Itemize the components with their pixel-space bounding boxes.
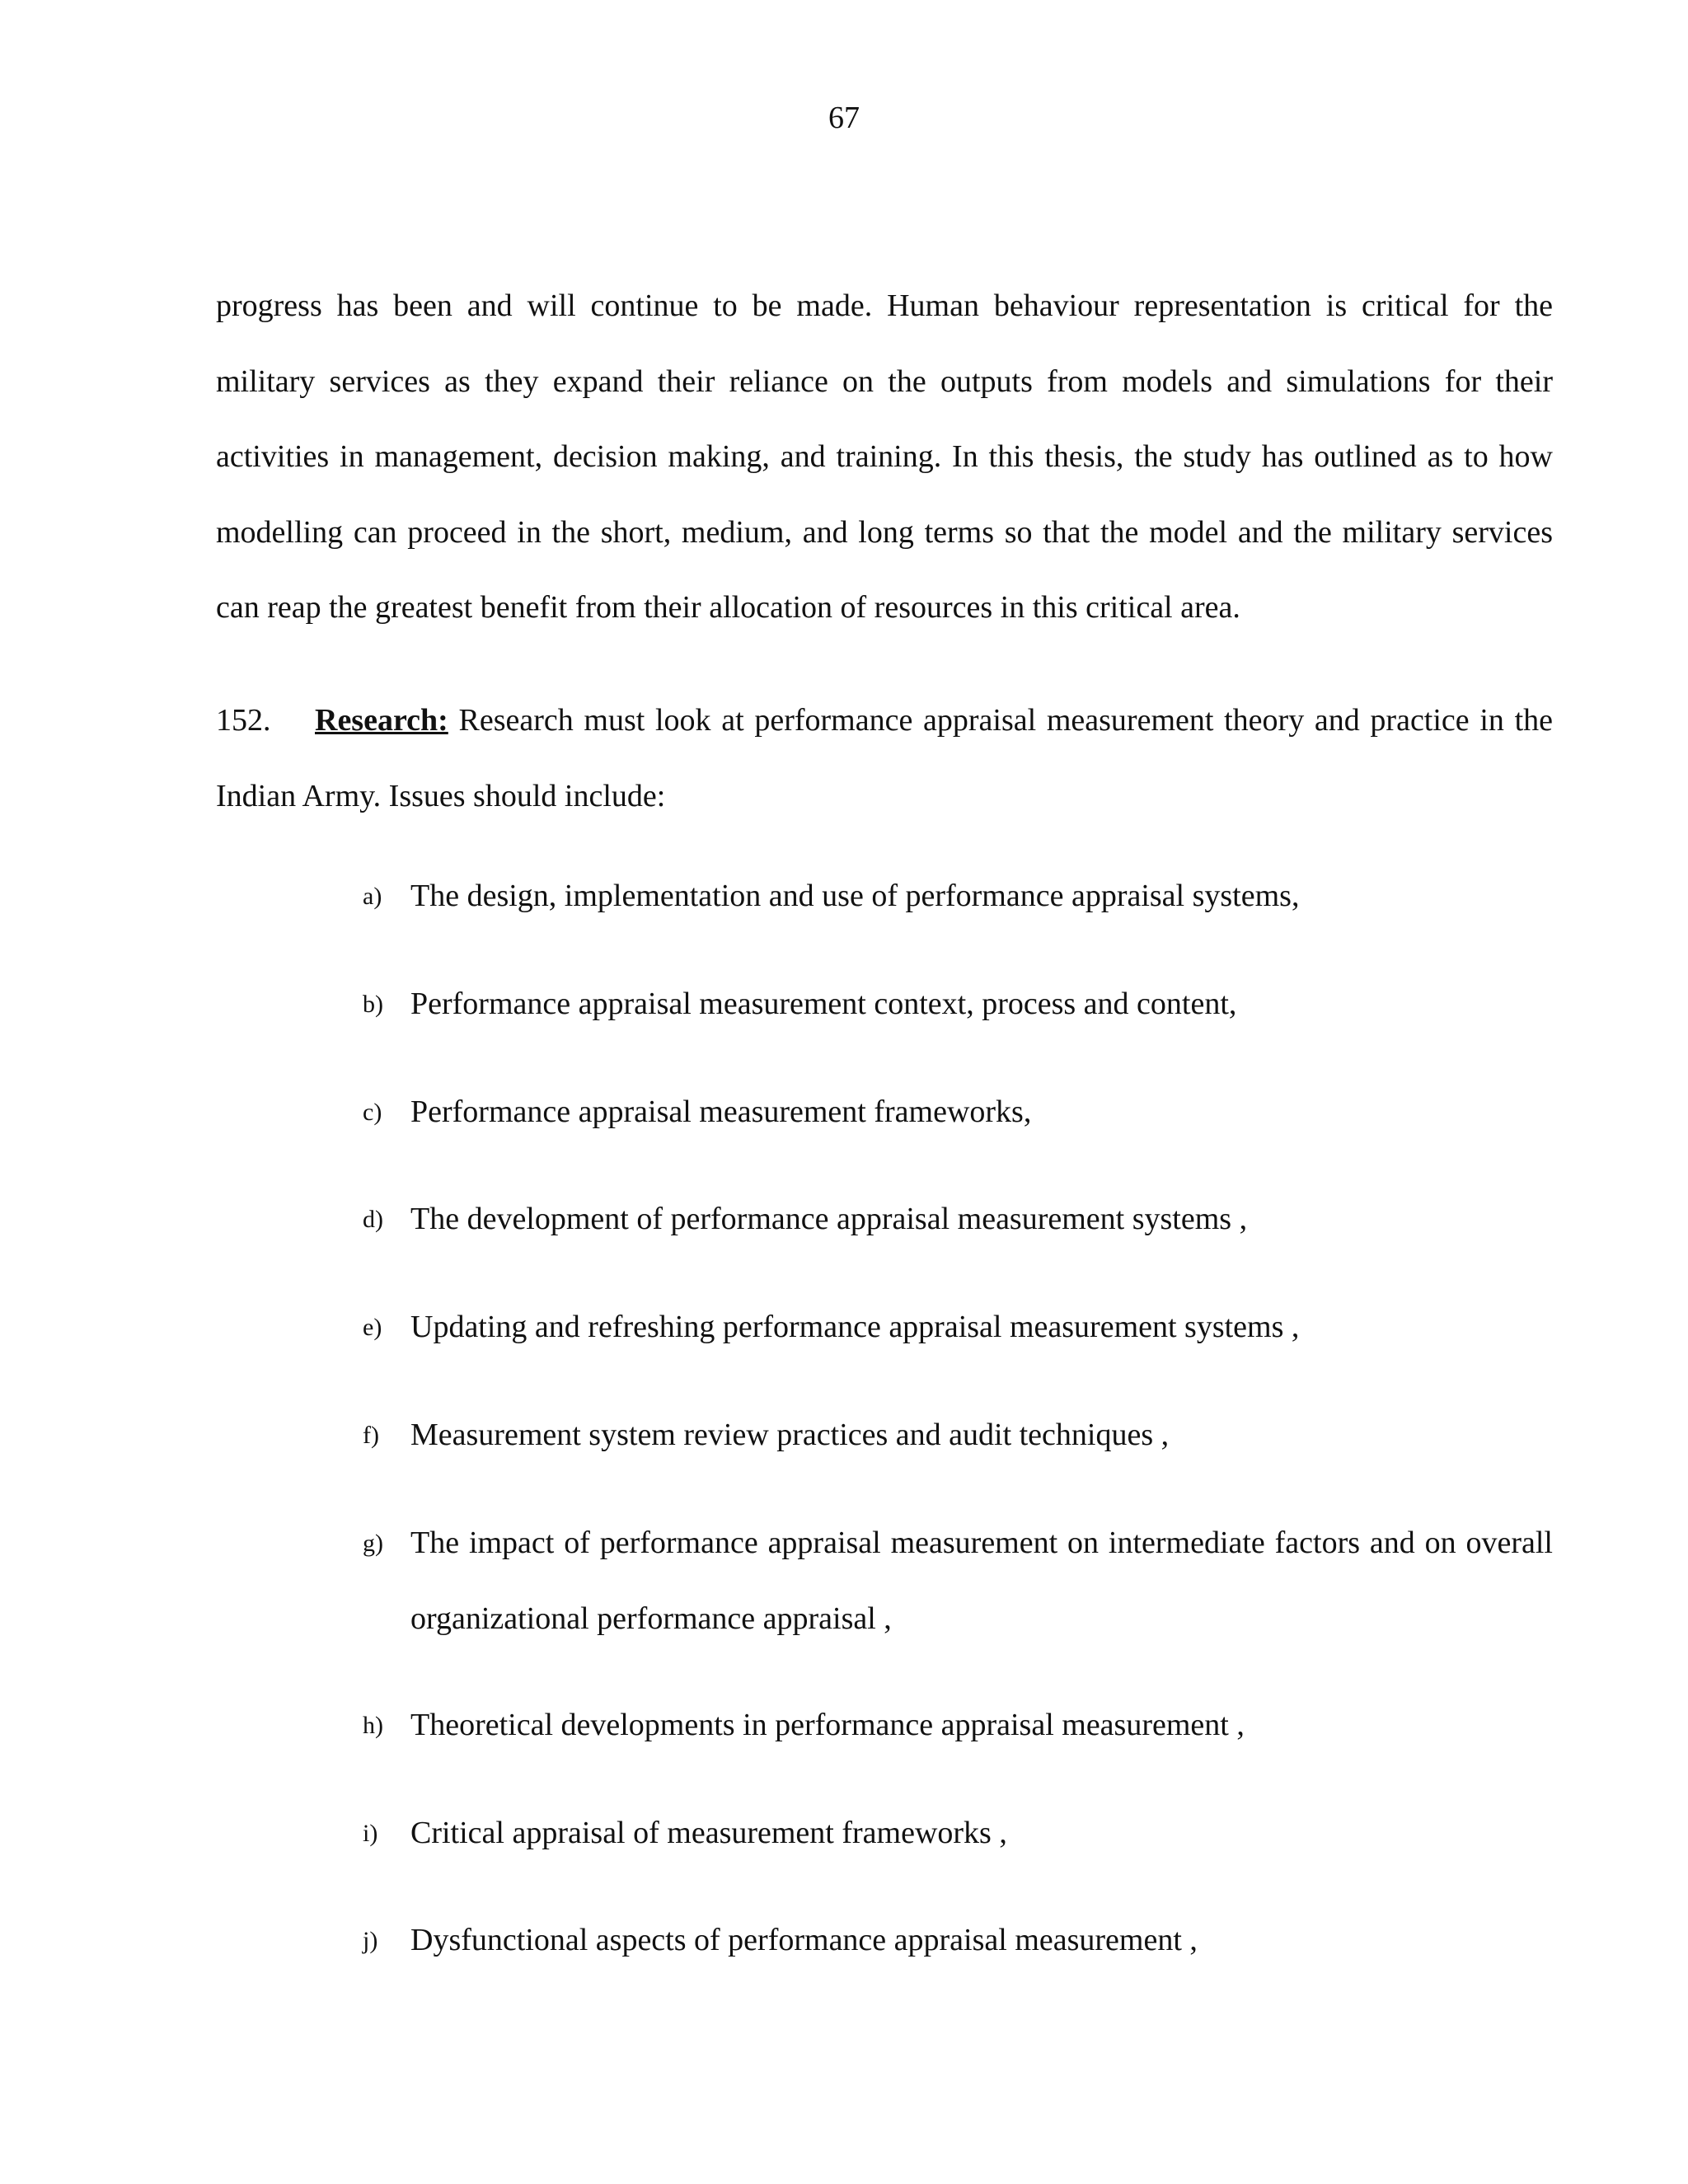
list-item-text: Performance appraisal measurement context, process and content, [410,987,1237,1021]
list-marker: i) [363,1820,378,1847]
list-item-text: The impact of performance appraisal measurement on intermediate factors and on overall organizational performance appraisal , [410,1526,1553,1636]
list-item [363,859,1553,935]
list-marker: h) [363,1712,383,1739]
list-item-text: Critical appraisal of measurement frameworks , [410,1816,1007,1850]
list-item-text: Dysfunctional aspects of performance appraisal measurement , [410,1923,1198,1957]
list-item [363,967,1553,1043]
section-text: Research must look at performance appraisal measurement theory and practice in the Indian Army. Issues should include: [216,703,1553,813]
list-marker: b) [363,991,383,1018]
list-item-text: Performance appraisal measurement frameworks, [410,1094,1032,1129]
list-item-text: The design, implementation and use of performance appraisal systems, [410,879,1300,913]
list-marker: c) [363,1099,382,1126]
intro-paragraph: progress has been and will continue to be made. Human behaviour representation is critical for the military services as they expand their reliance on the outputs from models and simulations for their activities in management, decision making, and training. In this thesis, the study has outlined as to how modelling can proceed in the short, medium, and long terms so that the model and the military services can reap the greatest benefit from their allocation of resources in this critical area. [216,288,1553,625]
list-item [363,1796,1553,1872]
list-item [363,1182,1553,1258]
list-item [363,1290,1553,1366]
list-item-text: Measurement system review practices and audit techniques , [410,1418,1170,1452]
section-paragraph [216,683,1553,834]
list-item-text: Theoretical developments in performance appraisal measurement , [410,1708,1245,1742]
page-number: 67 [828,101,860,135]
list-marker: a) [363,883,382,910]
list-item [363,1506,1553,1657]
list-item [363,1688,1553,1764]
section-number: 152. [216,703,271,738]
list-item [363,1075,1553,1151]
section-heading: Research: [315,703,448,738]
list-marker: e) [363,1314,382,1341]
list-item [363,1903,1553,1979]
list-marker: g) [363,1530,383,1557]
list-item [363,1398,1553,1474]
list-item-text: The development of performance appraisal measurement systems , [410,1202,1248,1236]
list-marker: d) [363,1206,383,1233]
list-item-text: Updating and refreshing performance appraisal measurement systems , [410,1310,1300,1344]
list-marker: f) [363,1422,379,1449]
list-marker: j) [363,1927,378,1954]
